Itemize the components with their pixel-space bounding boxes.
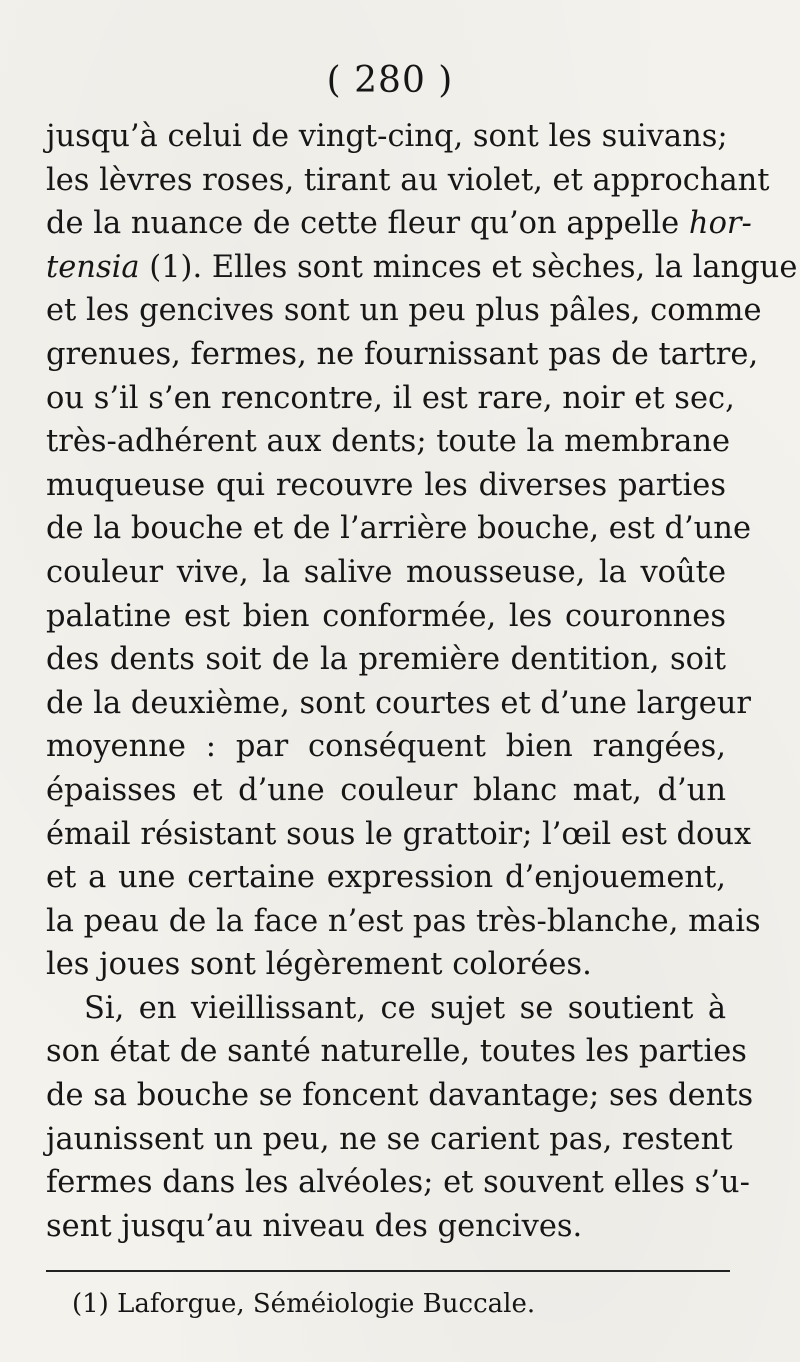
text-line: grenues, fermes, ne fournissant pas de tartre,	[46, 336, 759, 372]
text-line	[46, 202, 752, 246]
footnote: (1) Laforgue, Séméiologie Buccale.	[72, 1289, 536, 1319]
text-line: très-adhérent aux dents; toute la membrane	[46, 424, 731, 460]
text-line: fermes dans les alvéoles; et souvent elles s’u-	[46, 1165, 750, 1201]
text-line: et a une certaine expression d’enjouement,	[46, 860, 726, 896]
page-number: ( 280 )	[326, 60, 454, 101]
text-line: couleur vive, la salive mousseuse, la voûte	[46, 554, 726, 590]
text-line: Si, en vieillissant, ce sujet se soutient à	[84, 990, 726, 1026]
text-line: palatine est bien conformée, les couronnes	[46, 598, 726, 634]
text-line: les lèvres roses, tirant au violet, et approchant	[46, 162, 770, 198]
text-line: sent jusqu’au niveau des gencives.	[46, 1208, 583, 1244]
body-text	[46, 115, 798, 1248]
text-line: muqueuse qui recouvre les diverses parties	[46, 467, 726, 503]
text-line: moyenne : par conséquent bien rangées,	[46, 729, 726, 765]
text-line: de la bouche et de l’arrière bouche, est d’une	[46, 511, 751, 547]
text-line: ou s’il s’en rencontre, il est rare, noir et sec,	[46, 380, 735, 416]
text-line: épaisses et d’une couleur blanc mat, d’un	[46, 772, 726, 808]
text-line: jusqu’à celui de vingt-cinq, sont les suivans;	[46, 119, 728, 154]
text-line: émail résistant sous le grattoir; l’œil est doux	[46, 816, 752, 852]
text-segment: (1). Elles sont minces et sèches, la langue	[149, 249, 798, 285]
text-line	[46, 246, 798, 290]
text-line: de sa bouche se foncent davantage; ses dents	[46, 1078, 754, 1114]
text-line: de la deuxième, sont courtes et d’une largeur	[46, 685, 751, 721]
text-line: des dents soit de la première dentition, soit	[46, 642, 726, 678]
text-line: et les gencives sont un peu plus pâles, comme	[46, 293, 762, 329]
text-line: les joues sont légèrement colorées.	[46, 947, 592, 983]
italic-term: hor-	[688, 206, 752, 242]
italic-term: tensia	[46, 249, 140, 285]
text-line: la peau de la face n’est pas très-blanche, mais	[46, 903, 761, 939]
text-segment: de la nuance de cette fleur qu’on appelle	[46, 206, 680, 242]
text-line: son état de santé naturelle, toutes les parties	[46, 1034, 747, 1070]
text-line: jaunissent un peu, ne se carient pas, restent	[46, 1121, 733, 1157]
footnote-divider	[46, 1270, 730, 1272]
